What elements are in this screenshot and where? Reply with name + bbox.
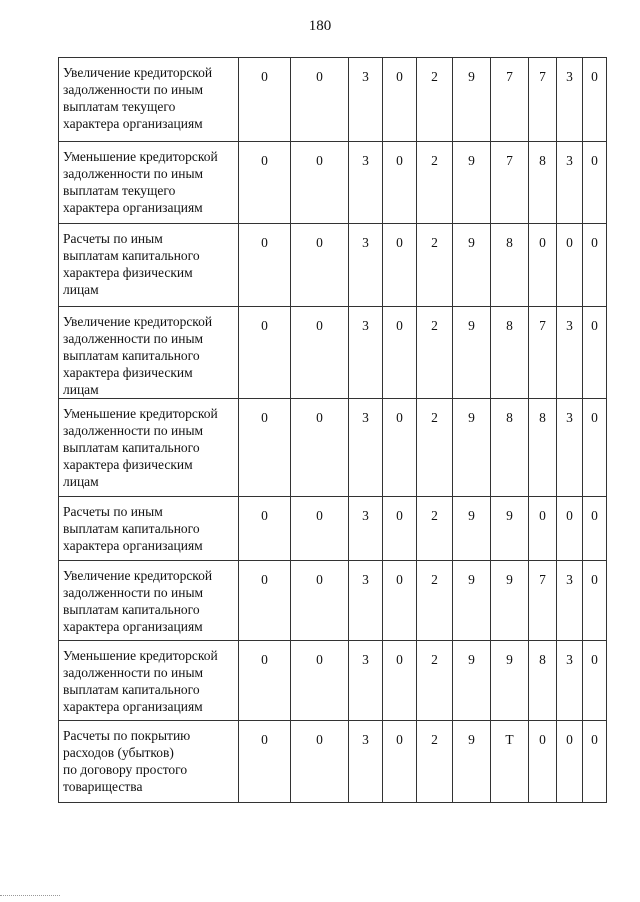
- code-digit: 0: [291, 224, 349, 307]
- code-digit: 3: [557, 399, 583, 497]
- table-row: [59, 224, 607, 307]
- code-digit: 0: [291, 307, 349, 399]
- code-digit: 8: [529, 641, 557, 721]
- code-digit: 0: [583, 58, 607, 142]
- code-digit: 9: [453, 721, 491, 803]
- code-digit: 9: [453, 561, 491, 641]
- code-digit: 0: [239, 307, 291, 399]
- code-digit: 8: [529, 142, 557, 224]
- code-digit: 8: [529, 399, 557, 497]
- code-digit: 0: [557, 497, 583, 561]
- code-digit: 0: [291, 399, 349, 497]
- code-digit: 3: [349, 142, 383, 224]
- code-digit: 9: [491, 641, 529, 721]
- table-row: [59, 497, 607, 561]
- code-digit: 9: [453, 58, 491, 142]
- code-digit: 2: [417, 721, 453, 803]
- scan-edge-divider: [0, 895, 60, 896]
- code-digit: 0: [583, 224, 607, 307]
- page-number: 180: [308, 18, 332, 34]
- row-label: Расчеты по покрытию расходов (убытков) по договору простого товарищества: [59, 721, 239, 803]
- code-digit: 0: [583, 721, 607, 803]
- code-digit: 3: [557, 561, 583, 641]
- code-digit: 0: [291, 561, 349, 641]
- code-digit: 0: [291, 497, 349, 561]
- code-digit: 8: [491, 307, 529, 399]
- table-row: [59, 58, 607, 142]
- code-digit: 3: [557, 142, 583, 224]
- code-digit: 9: [453, 641, 491, 721]
- code-digit: 0: [529, 224, 557, 307]
- code-digit: 2: [417, 641, 453, 721]
- code-digit: 9: [491, 561, 529, 641]
- code-digit: 0: [291, 58, 349, 142]
- code-digit: 3: [349, 224, 383, 307]
- row-label: Уменьшение кредиторской задолженности по иным выплатам текущего характера организациям: [59, 142, 239, 224]
- code-digit: 0: [239, 142, 291, 224]
- code-digit: 0: [529, 721, 557, 803]
- code-digit: 9: [453, 142, 491, 224]
- code-digit: 0: [583, 142, 607, 224]
- code-digit: 2: [417, 58, 453, 142]
- code-digit: 0: [383, 561, 417, 641]
- code-digit: 0: [529, 497, 557, 561]
- code-digit: 0: [291, 142, 349, 224]
- code-digit: 7: [529, 561, 557, 641]
- code-digit: 0: [583, 561, 607, 641]
- code-digit: 7: [491, 58, 529, 142]
- code-digit: 9: [491, 497, 529, 561]
- code-digit: 8: [491, 224, 529, 307]
- code-digit: 3: [349, 497, 383, 561]
- table-body: [59, 58, 607, 803]
- table-row: [59, 307, 607, 399]
- code-digit: 3: [349, 307, 383, 399]
- table-row: [59, 142, 607, 224]
- code-digit: 2: [417, 142, 453, 224]
- code-digit: 3: [349, 721, 383, 803]
- code-digit: 0: [383, 58, 417, 142]
- code-digit: 3: [349, 561, 383, 641]
- code-digit: 0: [383, 142, 417, 224]
- code-digit: 0: [383, 641, 417, 721]
- code-digit: 0: [239, 58, 291, 142]
- code-digit: 8: [491, 399, 529, 497]
- code-digit: 2: [417, 307, 453, 399]
- row-label: Уменьшение кредиторской задолженности по иным выплатам капитального характера физическим лицам: [59, 399, 239, 497]
- code-digit: 9: [453, 307, 491, 399]
- row-label: Расчеты по иным выплатам капитального характера физическим лицам: [59, 224, 239, 307]
- table-row: [59, 399, 607, 497]
- code-digit: 3: [349, 399, 383, 497]
- code-digit: 7: [529, 307, 557, 399]
- table-row: [59, 641, 607, 721]
- row-label: Увеличение кредиторской задолженности по иным выплатам капитального характера организациям: [59, 561, 239, 641]
- code-digit: 9: [453, 399, 491, 497]
- row-label: Увеличение кредиторской задолженности по иным выплатам текущего характера организациям: [59, 58, 239, 142]
- code-digit: 9: [453, 224, 491, 307]
- code-digit: 2: [417, 561, 453, 641]
- row-label: Увеличение кредиторской задолженности по иным выплатам капитального характера физическим лицам: [59, 307, 239, 399]
- code-digit: 0: [291, 721, 349, 803]
- code-digit: 7: [491, 142, 529, 224]
- code-digit: 0: [583, 497, 607, 561]
- code-digit: 0: [239, 641, 291, 721]
- code-digit: 9: [453, 497, 491, 561]
- code-digit: 0: [239, 399, 291, 497]
- code-digit: 3: [349, 641, 383, 721]
- code-digit: 2: [417, 224, 453, 307]
- code-digit: 0: [383, 399, 417, 497]
- code-digit: 0: [583, 641, 607, 721]
- code-digit: Т: [491, 721, 529, 803]
- code-digit: 3: [349, 58, 383, 142]
- code-digit: 3: [557, 307, 583, 399]
- code-digit: 0: [239, 721, 291, 803]
- code-digit: 0: [239, 224, 291, 307]
- code-digit: 0: [239, 497, 291, 561]
- account-codes-table: [58, 57, 607, 803]
- code-digit: 2: [417, 497, 453, 561]
- code-digit: 0: [383, 497, 417, 561]
- code-digit: 0: [557, 721, 583, 803]
- code-digit: 0: [383, 721, 417, 803]
- code-digit: 0: [291, 641, 349, 721]
- code-digit: 2: [417, 399, 453, 497]
- table-row: [59, 721, 607, 803]
- code-digit: 0: [583, 399, 607, 497]
- table-row: [59, 561, 607, 641]
- code-digit: 0: [557, 224, 583, 307]
- row-label: Уменьшение кредиторской задолженности по иным выплатам капитального характера организациям: [59, 641, 239, 721]
- code-digit: 3: [557, 641, 583, 721]
- code-digit: 3: [557, 58, 583, 142]
- code-digit: 0: [583, 307, 607, 399]
- code-digit: 0: [239, 561, 291, 641]
- code-digit: 7: [529, 58, 557, 142]
- code-digit: 0: [383, 307, 417, 399]
- code-digit: 0: [383, 224, 417, 307]
- row-label: Расчеты по иным выплатам капитального характера организациям: [59, 497, 239, 561]
